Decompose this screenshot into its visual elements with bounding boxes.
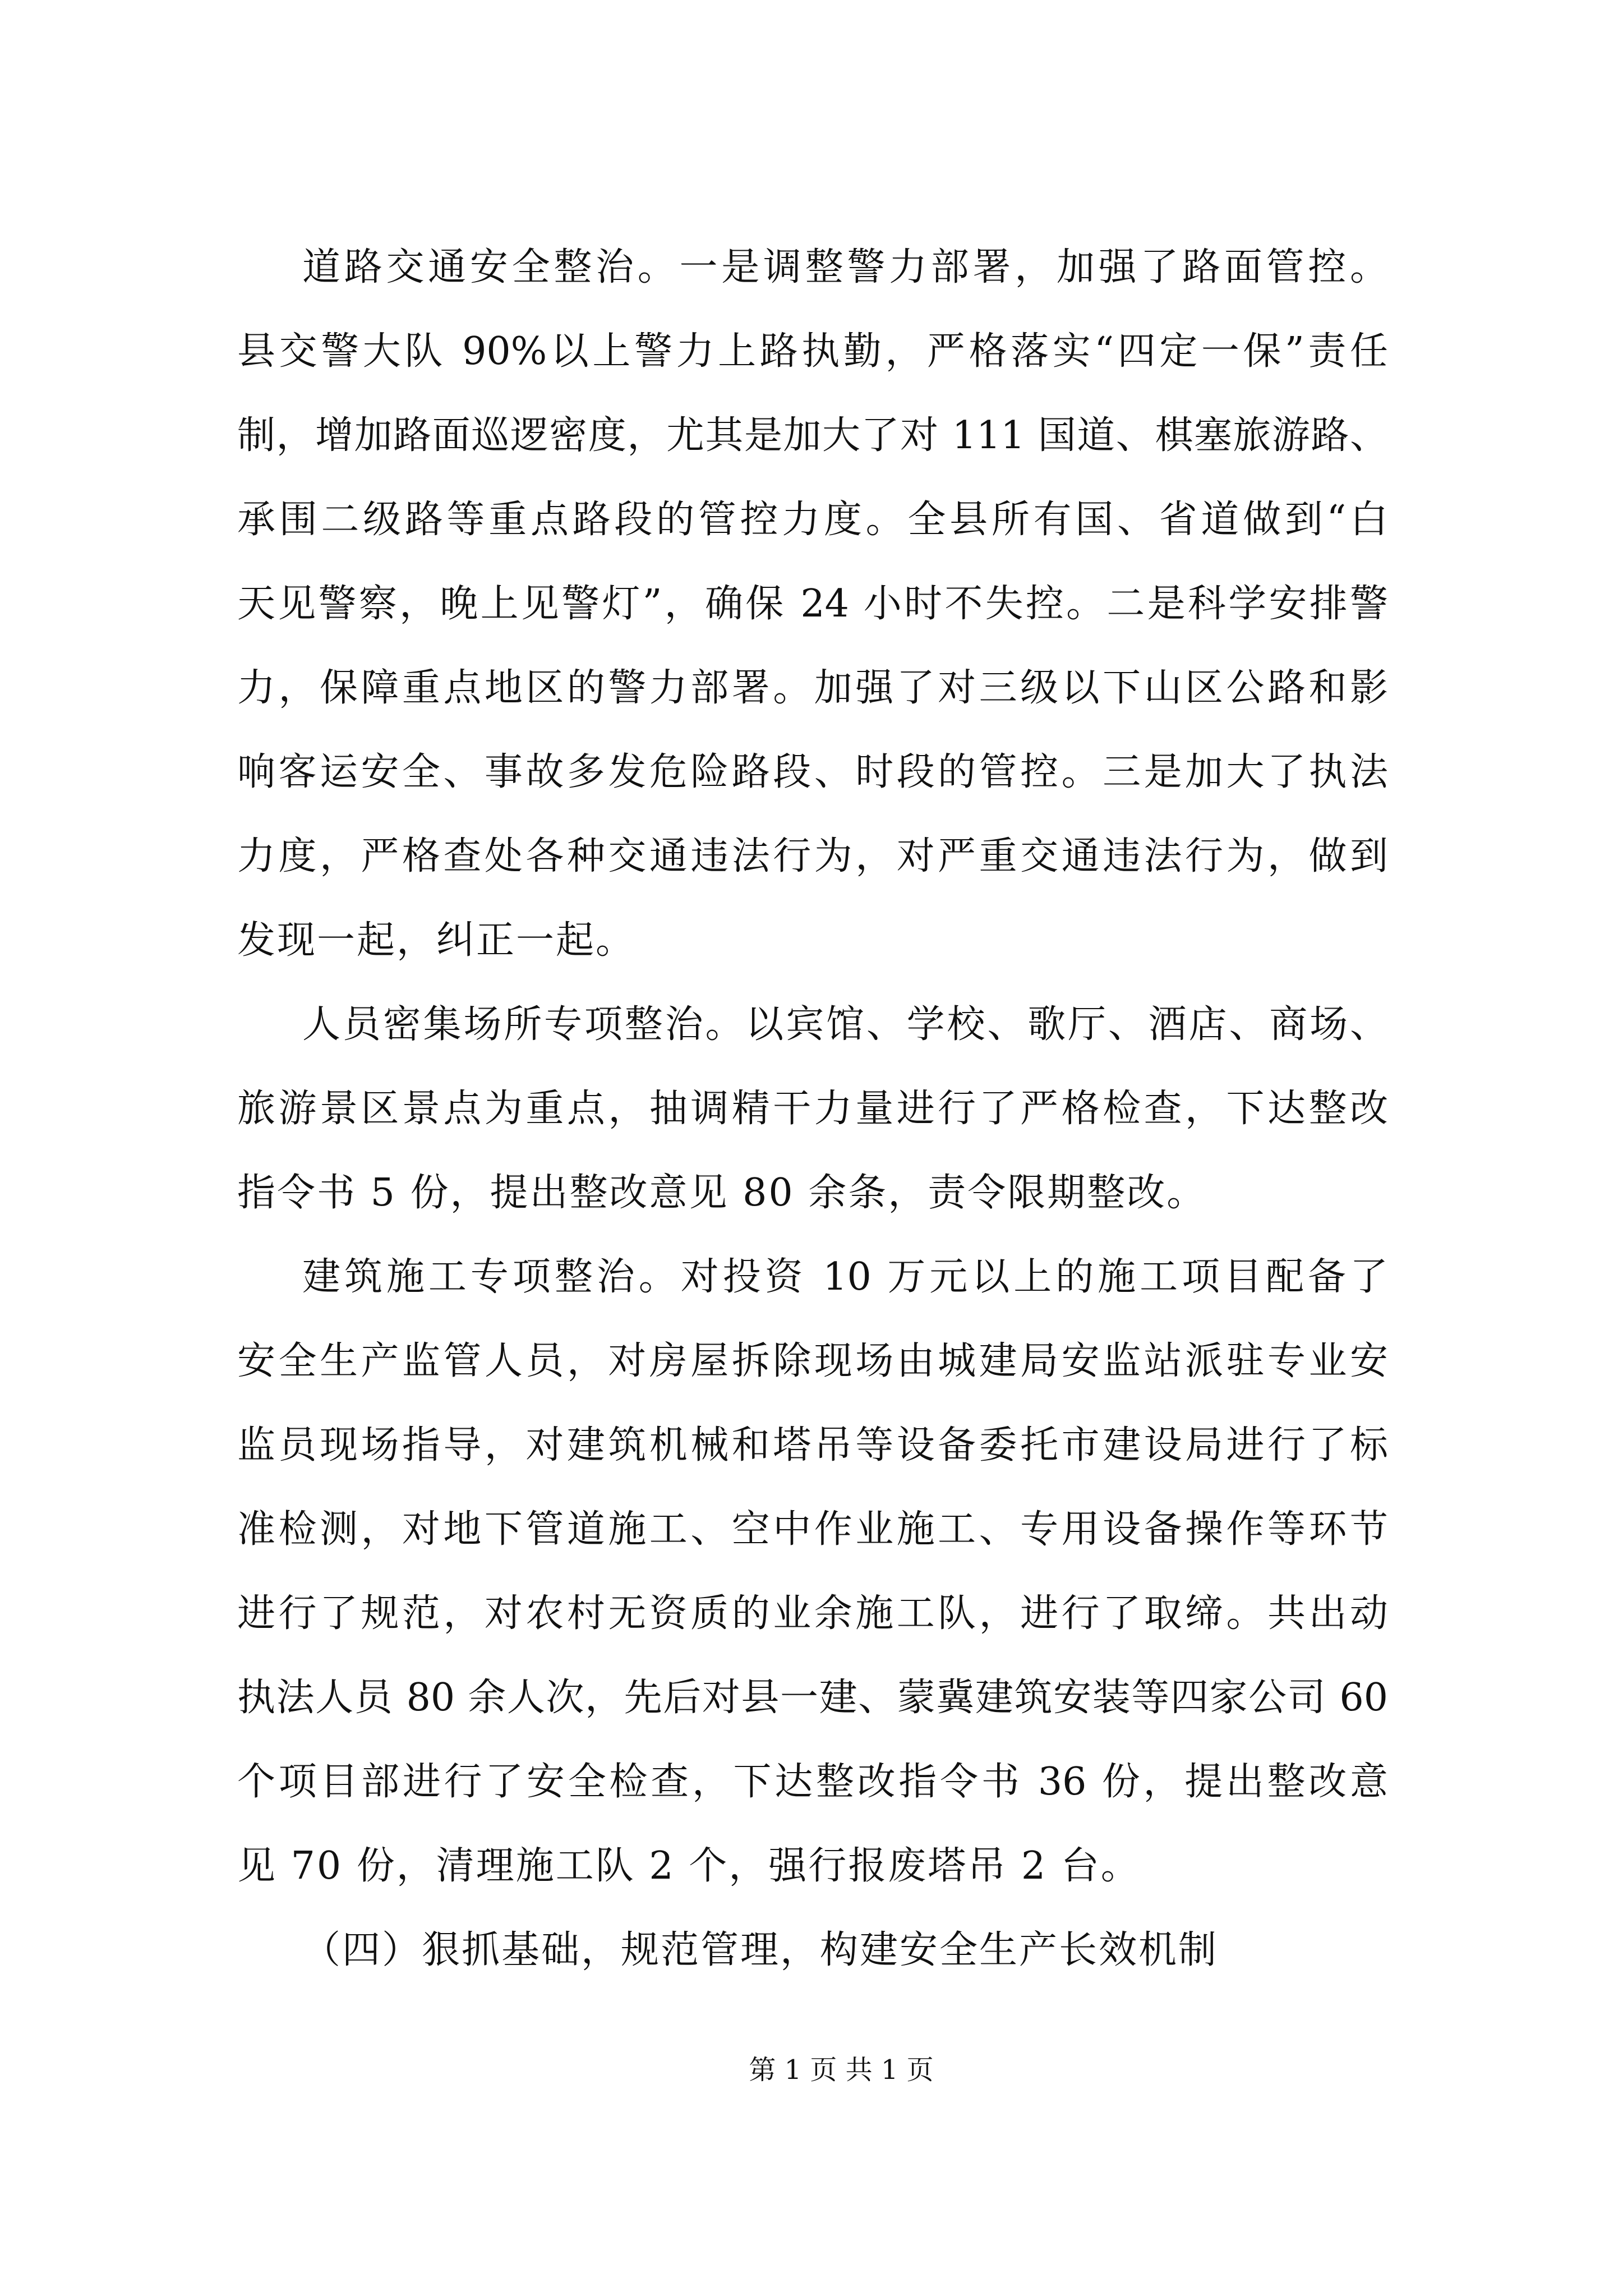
paragraph-line: 建筑施工专项整治。对投资 10 万元以上的施工项目配备了 [302, 1255, 1388, 1299]
paragraph-line: 旅游景区景点为重点，抽调精干力量进行了严格检查，下达整改 [237, 1087, 1388, 1131]
paragraph-line: 见 70 份，清理施工队 2 个，强行报废塔吊 2 台。 [237, 1844, 1141, 1888]
paragraph-line: 执法人员 80 余人次，先后对县一建、蒙冀建筑安装等四家公司 60 [237, 1676, 1388, 1720]
paragraph-line: 发现一起，纠正一起。 [237, 918, 636, 963]
paragraph-line: 力度，严格查处各种交通违法行为，对严重交通违法行为，做到 [237, 834, 1388, 878]
paragraph-line: 人员密集场所专项整治。以宾馆、学校、歌厅、酒店、商场、 [302, 1002, 1388, 1047]
page-footer: 第 1 页 共 1 页 [749, 2054, 934, 2086]
paragraph-line: 道路交通安全整治。一是调整警力部署，加强了路面管控。 [302, 245, 1388, 289]
document-body [237, 226, 1388, 1993]
paragraph-line: 指令书 5 份，提出整改意见 80 余条，责令限期整改。 [237, 1171, 1207, 1215]
paragraph-construction [237, 1235, 1388, 1908]
section-heading: （四）狠抓基础，规范管理，构建安全生产长效机制 [302, 1928, 1219, 1972]
paragraph-line: 安全生产监管人员，对房屋拆除现场由城建局安监站派驻专业安 [237, 1339, 1388, 1383]
paragraph-line: 天见警察，晚上见警灯”，确保 24 小时不失控。二是科学安排警 [237, 582, 1388, 626]
paragraph-line: 力，保障重点地区的警力部署。加强了对三级以下山区公路和影 [237, 666, 1388, 710]
paragraph-line: 准检测，对地下管道施工、空中作业施工、专用设备操作等环节 [237, 1507, 1388, 1552]
paragraph-line: 县交警大队 90%以上警力上路执勤，严格落实“四定一保”责任 [237, 329, 1388, 374]
paragraph-line: 进行了规范，对农村无资质的业余施工队，进行了取缔。共出动 [237, 1591, 1388, 1636]
paragraph-crowded-places [237, 983, 1388, 1235]
paragraph-road-traffic [237, 226, 1388, 983]
paragraph-line: 制，增加路面巡逻密度，尤其是加大了对 111 国道、棋塞旅游路、 [237, 413, 1388, 458]
paragraph-line: 响客运安全、事故多发危险路段、时段的管控。三是加大了执法 [237, 750, 1388, 794]
paragraph-line: 监员现场指导，对建筑机械和塔吊等设备委托市建设局进行了标 [237, 1423, 1388, 1467]
paragraph-line: 个项目部进行了安全检查，下达整改指令书 36 份，提出整改意 [237, 1760, 1388, 1804]
paragraph-line: 承围二级路等重点路段的管控力度。全县所有国、省道做到“白 [237, 498, 1388, 542]
